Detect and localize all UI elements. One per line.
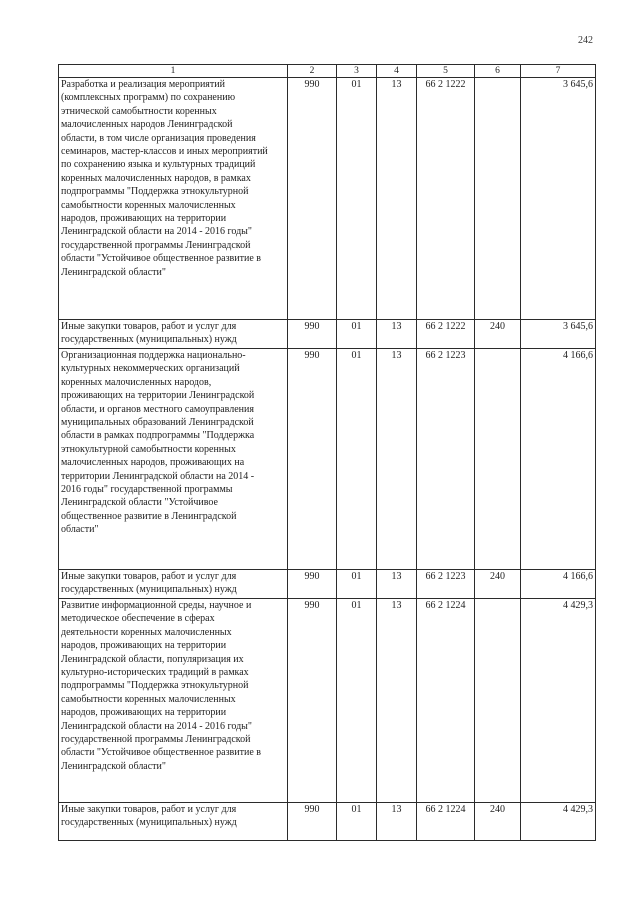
cell-value: 66 2 1222 [417, 78, 475, 320]
row-description: Организационная поддержка национально- культурных некоммерческих организаций коренных малочисленных народов, проживающих на территории Ленинградской области, и органов местного самоуправления муниципальных образований Ленинградской области в рамках подпрограммы "Поддержка этнокультурной самобытности коренных малочисленных народов, проживающих на территории Ленинградской области на 2014 - 2016 годы" государственной программы Ленинградской области "Устойчивое общественное развитие в Ленинградской области" [59, 349, 288, 570]
row-description: Развитие информационной среды, научное и методическое обеспечение в сферах деятельности коренных малочисленных народов, проживающих на территории Ленинградской области, популяризация их культурно-исторических традиций в рамках подпрограммы "Поддержка этнокультурной самобытности коренных малочисленных народов, проживающих на территории Ленинградской области на 2014 - 2016 годы" государственной программы Ленинградской области "Устойчивое общественное развитие в Ленинградской области" [59, 599, 288, 803]
cell-value: 13 [377, 78, 417, 320]
row-description: Иные закупки товаров, работ и услуг для государственных (муниципальных) нужд [59, 803, 288, 841]
row-description: Иные закупки товаров, работ и услуг для государственных (муниципальных) нужд [59, 570, 288, 599]
cell-value: 66 2 1224 [417, 803, 475, 841]
table-row [59, 570, 596, 599]
cell-amount: 4 429,3 [521, 803, 596, 841]
cell-value: 990 [288, 803, 337, 841]
cell-value: 13 [377, 320, 417, 349]
cell-amount: 4 429,3 [521, 599, 596, 803]
table-row [59, 78, 596, 320]
column-header: 4 [377, 65, 417, 78]
cell-value: 13 [377, 349, 417, 570]
cell-value: 01 [337, 570, 377, 599]
row-description: Разработка и реализация мероприятий (комплексных программ) по сохранению этнической самобытности коренных малочисленных народов Ленинградской области, в том числе организация проведения семинаров, мастер-классов и иных мероприятий по сохранению языка и культурных традиций коренных малочисленных народов, в рамках подпрограммы "Поддержка этнокультурной самобытности коренных малочисленных народов, проживающих на территории Ленинградской области на 2014 - 2016 годы" государственной программы Ленинградской области "Устойчивое общественное развитие в Ленинградской области" [59, 78, 288, 320]
cell-value: 990 [288, 320, 337, 349]
cell-value: 01 [337, 320, 377, 349]
cell-amount: 3 645,6 [521, 320, 596, 349]
table-header-row [59, 65, 596, 78]
cell-value: 01 [337, 803, 377, 841]
cell-value: 01 [337, 349, 377, 570]
cell-value: 01 [337, 599, 377, 803]
table-row [59, 320, 596, 349]
cell-value: 990 [288, 78, 337, 320]
budget-table [58, 64, 596, 841]
cell-value: 13 [377, 803, 417, 841]
page-number: 242 [578, 35, 593, 46]
table-row [59, 599, 596, 803]
cell-value: 66 2 1224 [417, 599, 475, 803]
column-header: 2 [288, 65, 337, 78]
cell-value: 240 [475, 320, 521, 349]
column-header: 1 [59, 65, 288, 78]
table-row [59, 349, 596, 570]
cell-value: 240 [475, 570, 521, 599]
cell-value: 990 [288, 599, 337, 803]
column-header: 3 [337, 65, 377, 78]
cell-value: 990 [288, 349, 337, 570]
cell-amount: 3 645,6 [521, 78, 596, 320]
cell-value: 66 2 1223 [417, 570, 475, 599]
cell-value: 01 [337, 78, 377, 320]
row-description: Иные закупки товаров, работ и услуг для государственных (муниципальных) нужд [59, 320, 288, 349]
column-header: 5 [417, 65, 475, 78]
cell-amount: 4 166,6 [521, 349, 596, 570]
cell-value [475, 599, 521, 803]
cell-value [475, 349, 521, 570]
cell-value: 13 [377, 570, 417, 599]
column-header: 7 [521, 65, 596, 78]
cell-value: 66 2 1222 [417, 320, 475, 349]
cell-value: 990 [288, 570, 337, 599]
cell-value: 13 [377, 599, 417, 803]
table-row [59, 803, 596, 841]
cell-amount: 4 166,6 [521, 570, 596, 599]
column-header: 6 [475, 65, 521, 78]
cell-value: 240 [475, 803, 521, 841]
cell-value: 66 2 1223 [417, 349, 475, 570]
cell-value [475, 78, 521, 320]
